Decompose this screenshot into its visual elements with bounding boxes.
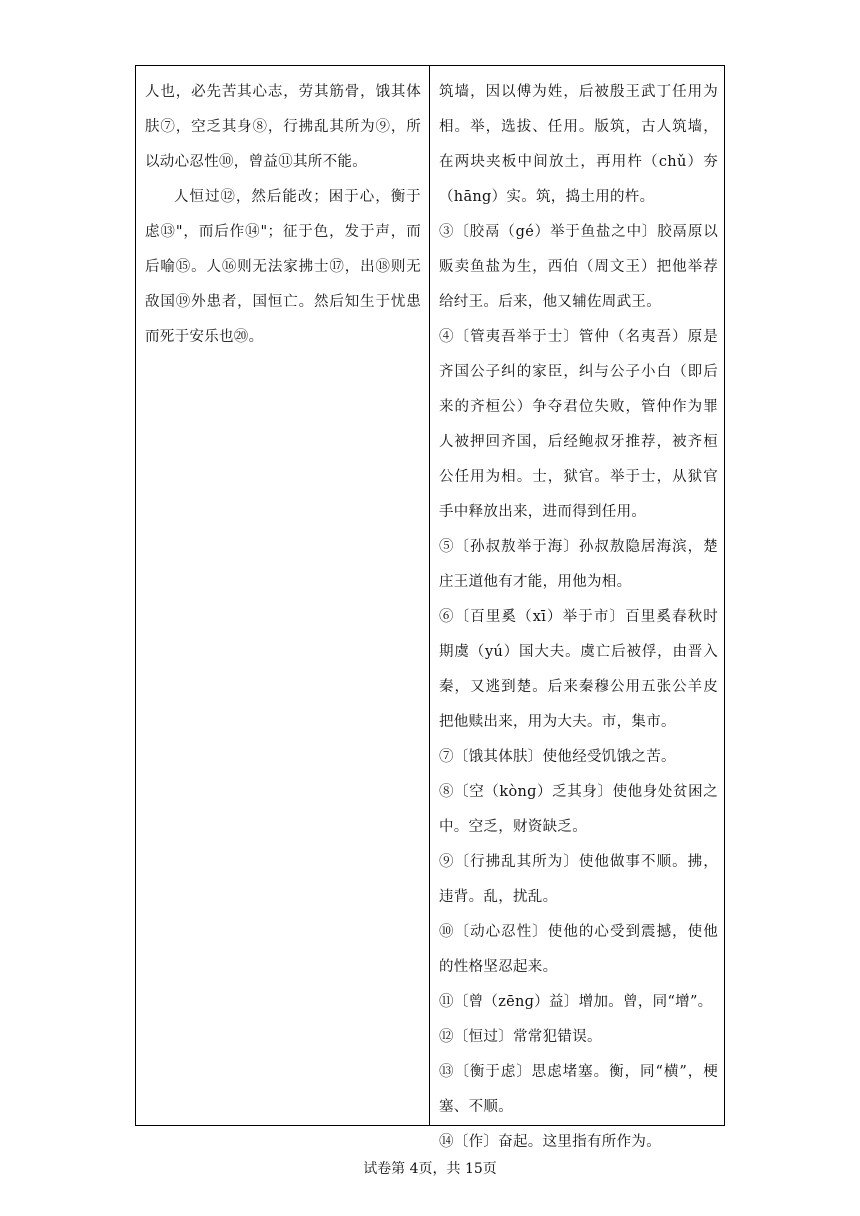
note-item: 筑墙，因以傅为姓，后被殷王武丁任用为相。举，选拔、任用。版筑，古人筑墙，在两块夹板中间放土，再用杵（chǔ）夯（hāng）实。筑，捣土用的杵。	[439, 84, 718, 205]
note-item: ③〔胶鬲（gé）举于鱼盐之中〕胶鬲原以贩卖鱼盐为生，西伯（周文王）把他举荐给纣王。后来，他又辅佐周武王。	[439, 224, 718, 310]
note-item: ⑩〔动心忍性〕使他的心受到震撼，使他的性格坚忍起来。	[439, 924, 718, 975]
page-footer: 试卷第 4页，共 15页	[363, 1161, 497, 1177]
note-item: ⑬〔衡于虑〕思虑堵塞。衡，同“横”，梗塞、不顺。	[439, 1064, 718, 1115]
note-item: ⑥〔百里奚（xī）举于市〕百里奚春秋时期虞（yú）国大夫。虞亡后被俘，由晋入秦，又逃到楚。后来秦穆公用五张公羊皮把他赎出来，用为大夫。市，集市。	[439, 609, 718, 730]
note-item: ⑦〔饿其体肤〕使他经受饥饿之苦。	[439, 749, 676, 765]
passage-column	[136, 66, 430, 1125]
passage-paragraph: 人恒过⑫，然后能改；困于心，衡于虑⑬"，而后作⑭"；征于色，发于声，而后喻⑮。人⑯则无法家拂士⑰，出⑱则无敌国⑲外患者，国恒亡。然后知生于忧患而死于安乐也⑳。	[145, 189, 421, 345]
note-item: ⑭〔作〕奋起。这里指有所作为。	[439, 1134, 661, 1150]
content-table	[135, 65, 725, 1150]
note-item: ⑪〔曾（zēnɡ）益〕增加。曾，同“增”。	[439, 994, 713, 1010]
note-item: ⑫〔恒过〕常常犯错误。	[439, 1029, 602, 1045]
note-item: ⑧〔空（kònɡ）乏其身〕使他身处贫困之中。空乏，财资缺乏。	[439, 784, 718, 835]
note-item: ⑨〔行拂乱其所为〕使他做事不顺。拂，违背。乱，扰乱。	[439, 854, 718, 905]
note-item: ⑤〔孙叔敖举于海〕孙叔敖隐居海滨，楚庄王道他有才能，用他为相。	[439, 539, 718, 590]
passage-paragraph: 人也，必先苦其心志，劳其筋骨，饿其体肤⑦，空乏其身⑧，行拂乱其所为⑨，所以动心忍性⑩，曾益⑪其所不能。	[145, 84, 421, 170]
notes-column	[430, 66, 724, 1150]
note-item: ④〔管夷吾举于士〕管仲（名夷吾）原是齐国公子纠的家臣，纠与公子小白（即后来的齐桓公）争夺君位失败，管仲作为罪人被押回齐国，后经鲍叔牙推荐，被齐桓公任用为相。士，狱官。举于士，从狱官手中释放出来，进而得到任用。	[439, 329, 718, 520]
